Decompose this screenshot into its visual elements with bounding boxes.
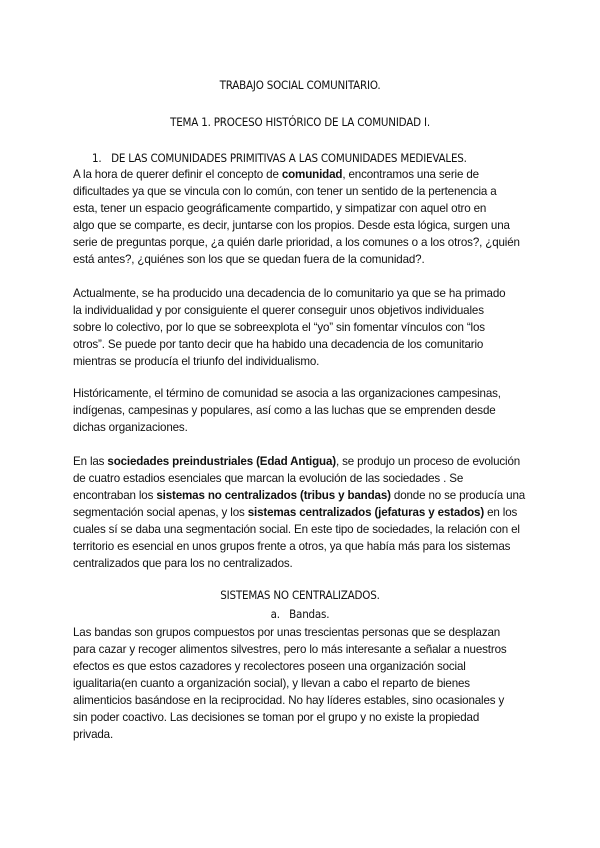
p5-line-3: efectos es que estos cazadores y recolectores poseen una organización social <box>73 660 466 673</box>
paragraph-4 <box>73 453 533 572</box>
p3-line-1: Históricamente, el término de comunidad se asocia a las organizaciones campesinas, <box>73 387 501 400</box>
p4-line-1: En las sociedades preindustriales (Edad Antigua), se produjo un proceso de evolución <box>73 455 521 468</box>
subsection-a-letter: a. <box>270 607 280 621</box>
p2-line-4: otros”. Se puede por tanto decir que ha habido una decadencia de los comunitario <box>73 338 484 351</box>
p5-line-5: alimenticios basándose en la reciprocidad. No hay líderes estables, sino ocasionales y <box>73 694 505 707</box>
p2-line-1: Actualmente, se ha producido una decadencia de lo comunitario ya que se ha primado <box>73 287 506 300</box>
paragraph-2 <box>73 285 533 370</box>
p4-line-7: centralizados que para los no centralizados. <box>73 557 293 570</box>
p1-line-6: está antes?, ¿quiénes son los que se quedan fuera de la comunidad?. <box>73 253 425 266</box>
paragraph-5 <box>73 624 533 743</box>
p2-line-2: la individualidad y por consiguiente el querer conseguir unos objetivos individuales <box>73 304 484 317</box>
p5-line-1: Las bandas son grupos compuestos por unas trescientas personas que se desplazan <box>73 626 501 639</box>
p1-line-2: dificultades ya que se vincula con lo común, con tener un sentido de la pertenencia a <box>73 185 497 198</box>
section-1-number: 1. <box>92 151 102 165</box>
p5-line-4: igualitaria(en cuanto a organización social), y llevan a cabo el reparto de bienes <box>73 677 470 690</box>
p1-line-3: esta, tener un espacio geográficamente compartido, y simpatizar con aquel otro en <box>73 202 487 215</box>
subsection-a-heading <box>0 607 600 621</box>
paragraph-3 <box>73 385 533 436</box>
p2-line-5: mientras se producía el triunfo del individualismo. <box>73 355 320 368</box>
section-2-heading: SISTEMAS NO CENTRALIZADOS. <box>220 588 380 602</box>
section-1-title: DE LAS COMUNIDADES PRIMITIVAS A LAS COMUNIDADES MEDIEVALES. <box>111 151 467 165</box>
p1-line-1: A la hora de querer definir el concepto de comunidad, encontramos una serie de <box>73 168 479 181</box>
p5-line-7: privada. <box>73 728 114 741</box>
section-1-heading <box>92 151 467 165</box>
p5-line-6: sin poder coactivo. Las decisiones se toman por el grupo y no existe la propiedad <box>73 711 480 724</box>
p4-line-2: de cuatro estadios esenciales que marcan la evolución de las sociedades . Se <box>73 472 464 485</box>
p3-line-2: indígenas, campesinas y populares, así como a las luchas que se emprenden desde <box>73 404 496 417</box>
p4-line-3: encontraban los sistemas no centralizados (tribus y bandas) donde no se producía una <box>73 489 526 502</box>
tema-title: TEMA 1. PROCESO HISTÓRICO DE LA COMUNIDAD I. <box>170 115 430 129</box>
p5-line-2: para cazar y recoger alimentos silvestres, pero lo más interesante a señalar a nuestros <box>73 643 507 656</box>
p1-line-5: serie de preguntas porque, ¿a quién darle prioridad, a los comunes o a los otros?, ¿quién <box>73 236 520 249</box>
p4-line-4: segmentación social apenas, y los sistemas centralizados (jefaturas y estados) en los <box>73 506 518 519</box>
p1-line-4: algo que se comparte, es decir, juntarse con los propios. Desde esta lógica, surgen una <box>73 219 510 232</box>
document-title: TRABAJO SOCIAL COMUNITARIO. <box>219 78 381 92</box>
p4-line-6: territorio es esencial en unos grupos frente a otros, ya que había más para los sistemas <box>73 540 511 553</box>
p3-line-3: dichas organizaciones. <box>73 421 188 434</box>
paragraph-1 <box>73 166 533 268</box>
p2-line-3: sobre lo colectivo, por lo que se sobreexplota el “yo” sin fomentar vínculos con “los <box>73 321 485 334</box>
subsection-a-title: Bandas. <box>289 607 330 621</box>
p4-line-5: cuales sí se daba una segmentación social. En este tipo de sociedades, la relación con el <box>73 523 520 536</box>
